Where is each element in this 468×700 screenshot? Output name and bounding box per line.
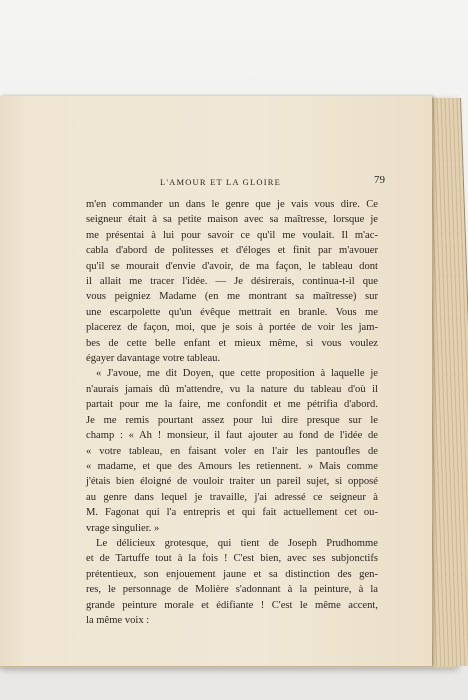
text-line: et de Tartuffe tout à la fois ! C'est bien, avec ses subjonctifs (86, 553, 378, 565)
text-line: vrage singulier. » (86, 522, 160, 534)
text-line: égayer davantage votre tableau. (86, 353, 221, 365)
text-line: bes de cette belle enfant et mieux même, si vous voulez (86, 337, 378, 349)
text-line: seigneur était à sa petite maison avec sa maîtresse, lorsque je (86, 214, 378, 226)
text-line: champ : « Ah ! monsieur, il faut ajouter au fond de l'idée de (86, 430, 378, 442)
text-line: au genre dans lequel je travaille, j'ai adressé ce seigneur à (86, 491, 378, 503)
text-line: partait pour me la faire, me confondit et me pétrifia d'abord. (86, 399, 378, 411)
text-line: Le délicieux grotesque, qui tient de Joseph Prudhomme (96, 537, 378, 549)
text-line: grande peinture morale et édifiante ! C'est le même accent, (86, 599, 378, 611)
text-line: la même voix : (86, 614, 150, 626)
text-line: prétentieux, son enjouement jaune et sa distinction des gen- (86, 568, 378, 580)
text-line: me présentai à lui pour savoir ce qu'il me voulait. Il m'ac- (86, 229, 378, 241)
text-line: « madame, et que des Amours les retiennent. » Mais comme (86, 460, 378, 472)
paragraph (86, 536, 378, 628)
text-line: « votre tableau, en faisant voler en l'air les pantoufles de (86, 445, 378, 457)
text-line: « J'avoue, me dit Doyen, que cette proposition à laquelle je (96, 368, 378, 380)
text-line: m'en commander un dans le genre que je vais vous dire. Ce (86, 199, 378, 210)
running-head: L'AMOUR ET LA GLOIRE (160, 177, 281, 187)
page-number: 79 (374, 174, 385, 186)
paragraph (86, 366, 378, 535)
text-line: vous peigniez Madame (en me montrant sa maîtresse) sur (86, 291, 378, 303)
text-line: n'aurais jamais dû m'attendre, vu la nature du tableau d'où il (86, 383, 378, 395)
body-text (86, 197, 378, 628)
text-line: placerez de façon, moi, que je sois à portée de voir les jam- (86, 322, 378, 334)
text-line: une escarpolette qu'un évêque mettrait en branle. Vous me (86, 306, 378, 318)
text-line: res, le personnage de Molière s'adonnant à la peinture, à la (86, 584, 378, 596)
text-line: M. Fagonat qui l'a entrepris et qui fait actuellement cet ou- (86, 507, 378, 519)
text-line: qu'il se mourait d'envie d'avoir, de ma façon, le tableau dont (86, 260, 378, 272)
text-line: Je me remis pourtant assez pour lui dire presque sur le (86, 414, 378, 426)
text-line: il allait me tracer l'idée. — Je désirerais, continua-t-il que (86, 276, 378, 288)
text-line: j'étais bien éloigné de vouloir traiter un pareil sujet, si opposé (86, 476, 378, 488)
paragraph (86, 197, 378, 366)
text-line: cabla d'abord de politesses et d'éloges et finit par m'avouer (86, 245, 378, 257)
